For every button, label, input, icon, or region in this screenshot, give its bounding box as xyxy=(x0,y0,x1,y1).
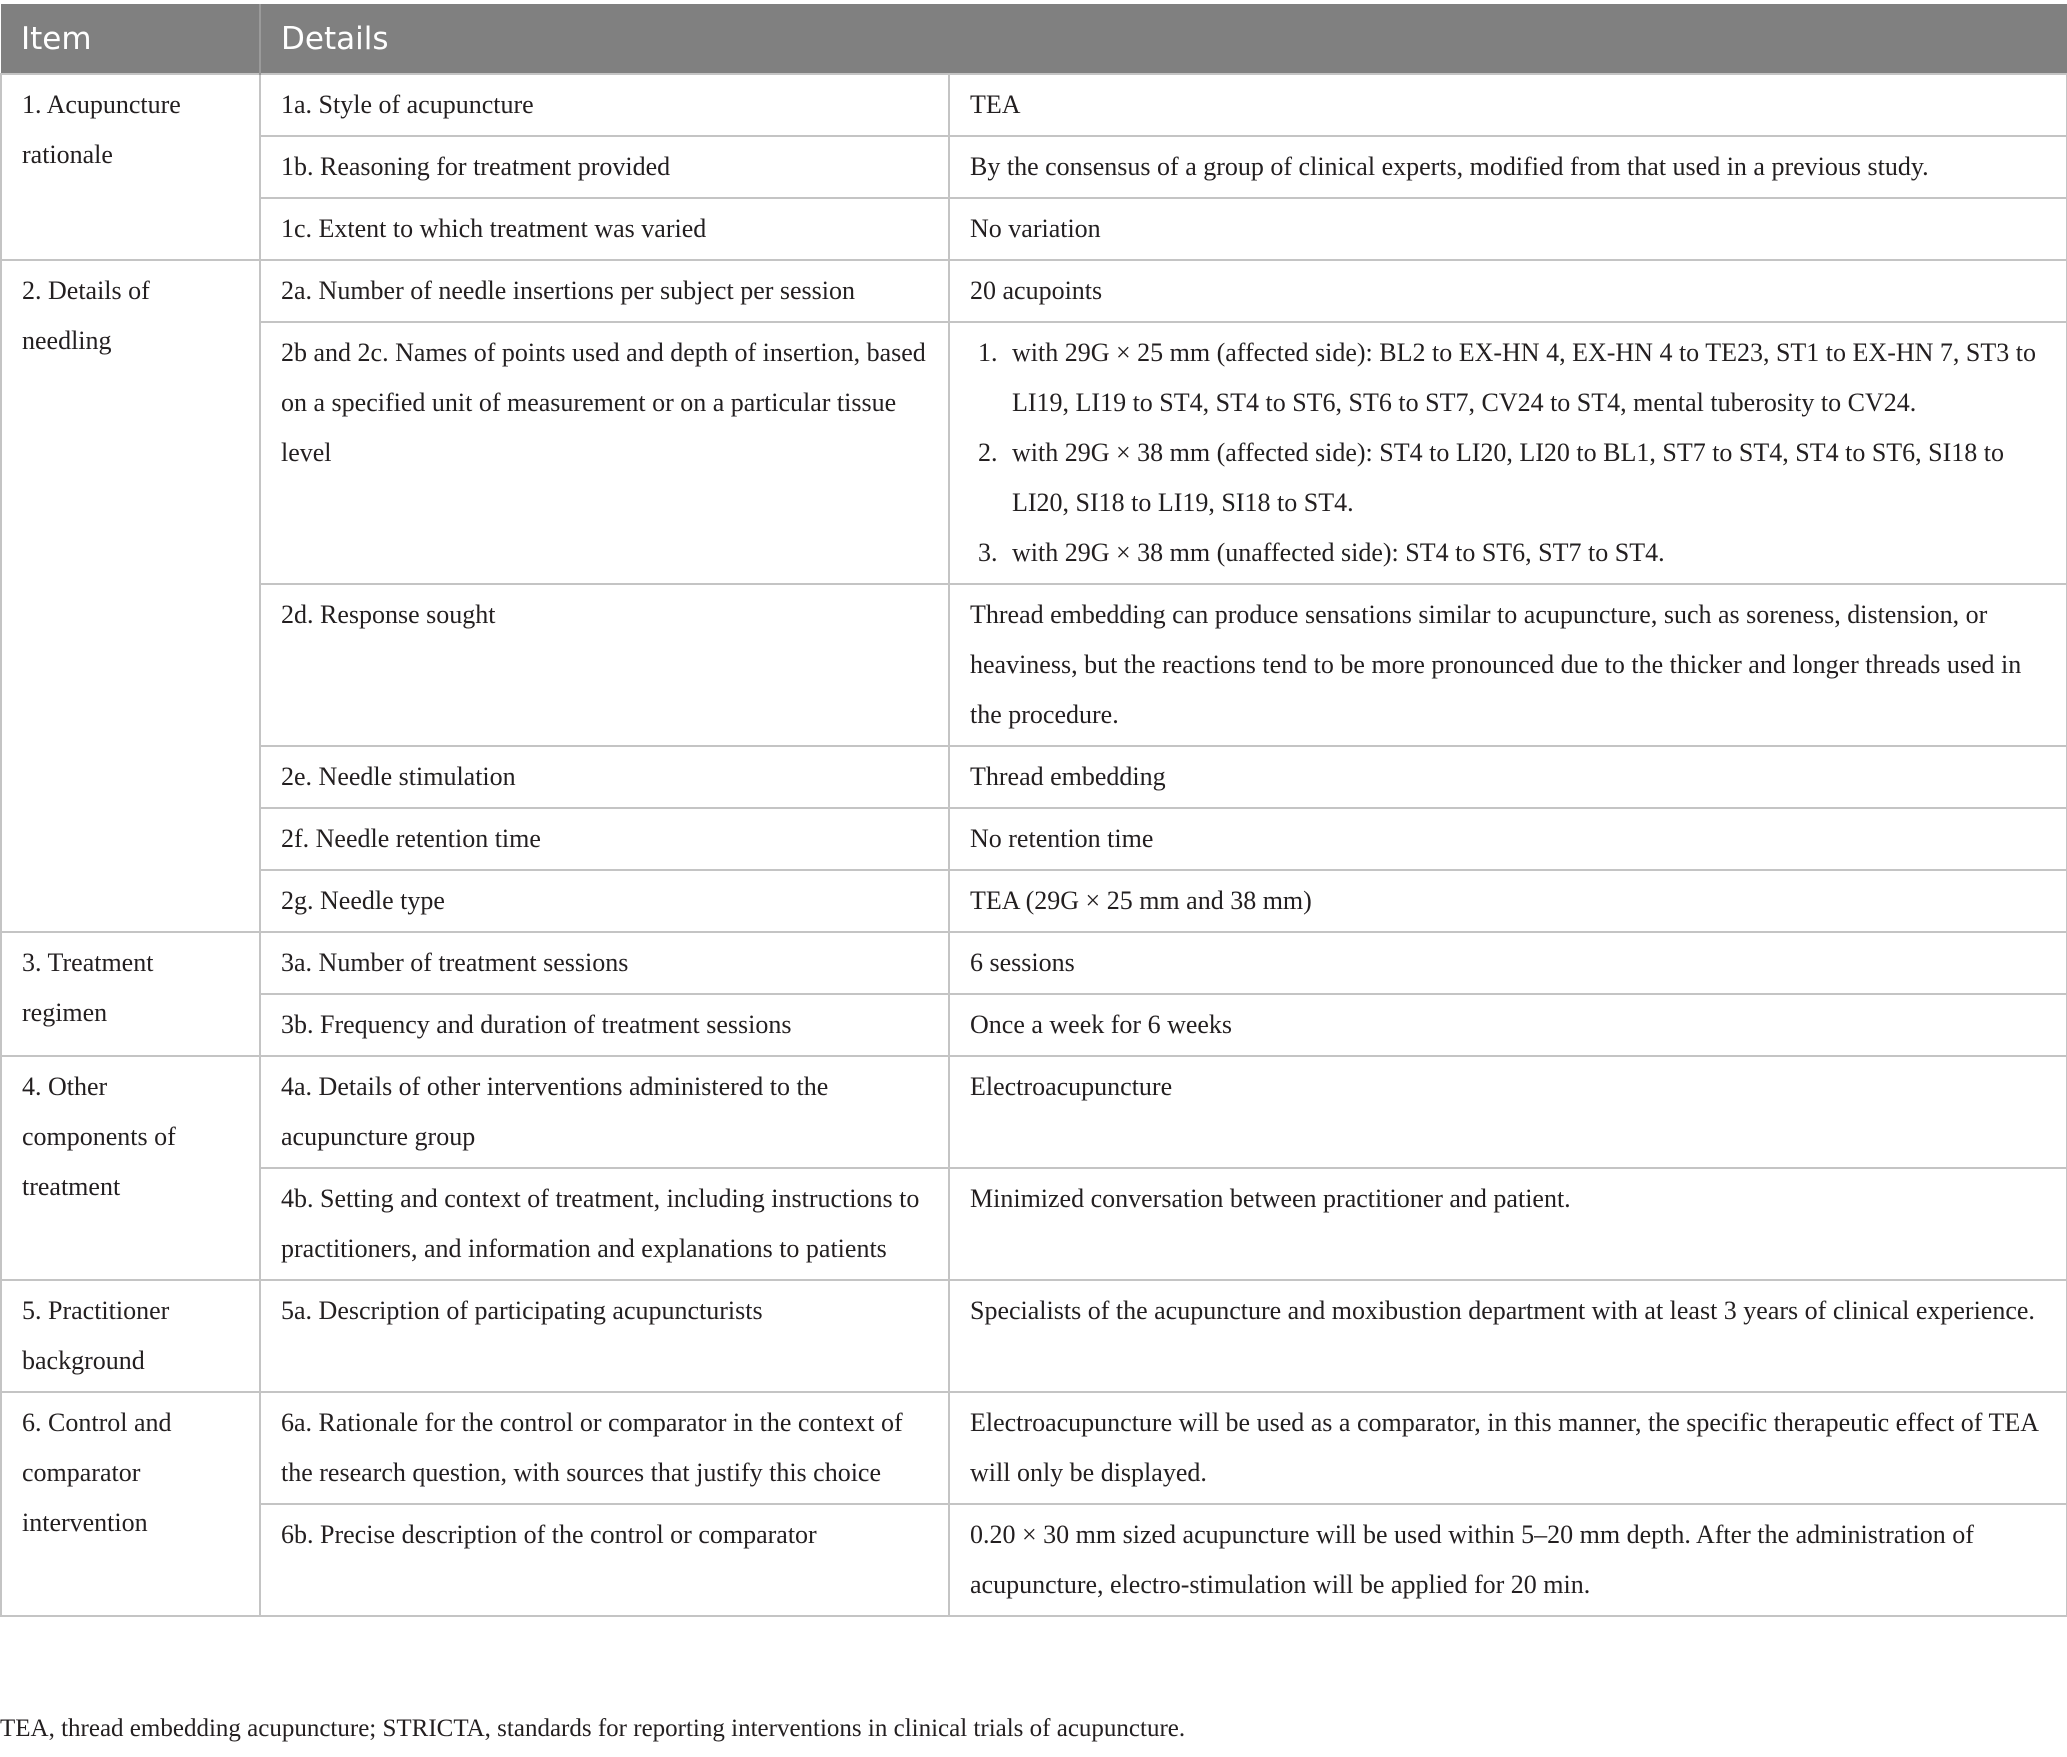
detail-label: 3b. Frequency and duration of treatment sessions xyxy=(260,994,949,1056)
detail-value: TEA (29G × 25 mm and 38 mm) xyxy=(949,870,2067,932)
stricta-table xyxy=(0,4,2067,1617)
detail-label: 6a. Rationale for the control or comparator in the context of the research question, with sources that justify this choice xyxy=(260,1392,949,1504)
table-row xyxy=(1,808,2067,870)
detail-label: 6b. Precise description of the control or comparator xyxy=(260,1504,949,1616)
detail-label: 4a. Details of other interventions administered to the acupuncture group xyxy=(260,1056,949,1168)
detail-value: Thread embedding can produce sensations similar to acupuncture, such as soreness, distension, or heaviness, but the reactions tend to be more pronounced due to the thicker and longer threads used in the procedure. xyxy=(949,584,2067,746)
detail-value: Once a week for 6 weeks xyxy=(949,994,2067,1056)
detail-value: 0.20 × 30 mm sized acupuncture will be used within 5–20 mm depth. After the administration of acupuncture, electro-stimulation will be applied for 20 min. xyxy=(949,1504,2067,1616)
detail-value: TEA xyxy=(949,74,2067,136)
table-row xyxy=(1,746,2067,808)
detail-value: Minimized conversation between practitioner and patient. xyxy=(949,1168,2067,1280)
detail-label: 4b. Setting and context of treatment, including instructions to practitioners, and information and explanations to patients xyxy=(260,1168,949,1280)
table-row xyxy=(1,584,2067,746)
item-cell: 1. Acupuncture rationale xyxy=(1,74,260,260)
points-list-item: 2. with 29G × 38 mm (affected side): ST4 to LI20, LI20 to BL1, ST7 to ST4, ST4 to ST6, SI18 to LI20, SI18 to LI19, SI18 to ST4. xyxy=(1004,428,2046,528)
table-row xyxy=(1,198,2067,260)
item-cell: 2. Details of needling xyxy=(1,260,260,932)
table-row xyxy=(1,1504,2067,1616)
item-cell: 4. Other components of treatment xyxy=(1,1056,260,1280)
detail-label: 1c. Extent to which treatment was varied xyxy=(260,198,949,260)
table-row xyxy=(1,1280,2067,1392)
detail-label: 1a. Style of acupuncture xyxy=(260,74,949,136)
table-row xyxy=(1,994,2067,1056)
detail-value-list xyxy=(949,322,2067,584)
points-list-item: 3. with 29G × 38 mm (unaffected side): ST4 to ST6, ST7 to ST4. xyxy=(1004,528,2046,578)
detail-value: 20 acupoints xyxy=(949,260,2067,322)
detail-value: By the consensus of a group of clinical experts, modified from that used in a previous study. xyxy=(949,136,2067,198)
table-row xyxy=(1,322,2067,584)
table-row xyxy=(1,1056,2067,1168)
detail-label: 5a. Description of participating acupuncturists xyxy=(260,1280,949,1392)
table-row xyxy=(1,1392,2067,1504)
detail-value: No retention time xyxy=(949,808,2067,870)
table-row xyxy=(1,870,2067,932)
detail-label: 2a. Number of needle insertions per subject per session xyxy=(260,260,949,322)
table-row xyxy=(1,932,2067,994)
detail-value: 6 sessions xyxy=(949,932,2067,994)
points-list xyxy=(970,328,2046,578)
header-details: Details xyxy=(260,4,2067,74)
detail-value: Electroacupuncture xyxy=(949,1056,2067,1168)
table-row xyxy=(1,1168,2067,1280)
points-list-item: 1. with 29G × 25 mm (affected side): BL2 to EX-HN 4, EX-HN 4 to TE23, ST1 to EX-HN 7, ST3 to LI19, LI19 to ST4, ST4 to ST6, ST6 to ST7, CV24 to ST4, mental tuberosity to CV24. xyxy=(1004,328,2046,428)
detail-label: 2f. Needle retention time xyxy=(260,808,949,870)
table-row xyxy=(1,136,2067,198)
detail-label: 2b and 2c. Names of points used and depth of insertion, based on a specified unit of measurement or on a particular tissue level xyxy=(260,322,949,584)
table-row xyxy=(1,74,2067,136)
table-row xyxy=(1,260,2067,322)
item-cell: 6. Control and comparator intervention xyxy=(1,1392,260,1616)
detail-value: Thread embedding xyxy=(949,746,2067,808)
detail-value: Electroacupuncture will be used as a comparator, in this manner, the specific therapeutic effect of TEA will only be displayed. xyxy=(949,1392,2067,1504)
header-row xyxy=(1,4,2067,74)
detail-label: 3a. Number of treatment sessions xyxy=(260,932,949,994)
header-item: Item xyxy=(1,4,260,74)
detail-label: 2d. Response sought xyxy=(260,584,949,746)
item-cell: 5. Practitioner background xyxy=(1,1280,260,1392)
detail-label: 2e. Needle stimulation xyxy=(260,746,949,808)
item-cell: 3. Treatment regimen xyxy=(1,932,260,1056)
detail-value: Specialists of the acupuncture and moxibustion department with at least 3 years of clinical experience. xyxy=(949,1280,2067,1392)
table-footnote: TEA, thread embedding acupuncture; STRICTA, standards for reporting interventions in clinical trials of acupuncture. xyxy=(0,1715,1186,1742)
detail-label: 1b. Reasoning for treatment provided xyxy=(260,136,949,198)
detail-label: 2g. Needle type xyxy=(260,870,949,932)
detail-value: No variation xyxy=(949,198,2067,260)
